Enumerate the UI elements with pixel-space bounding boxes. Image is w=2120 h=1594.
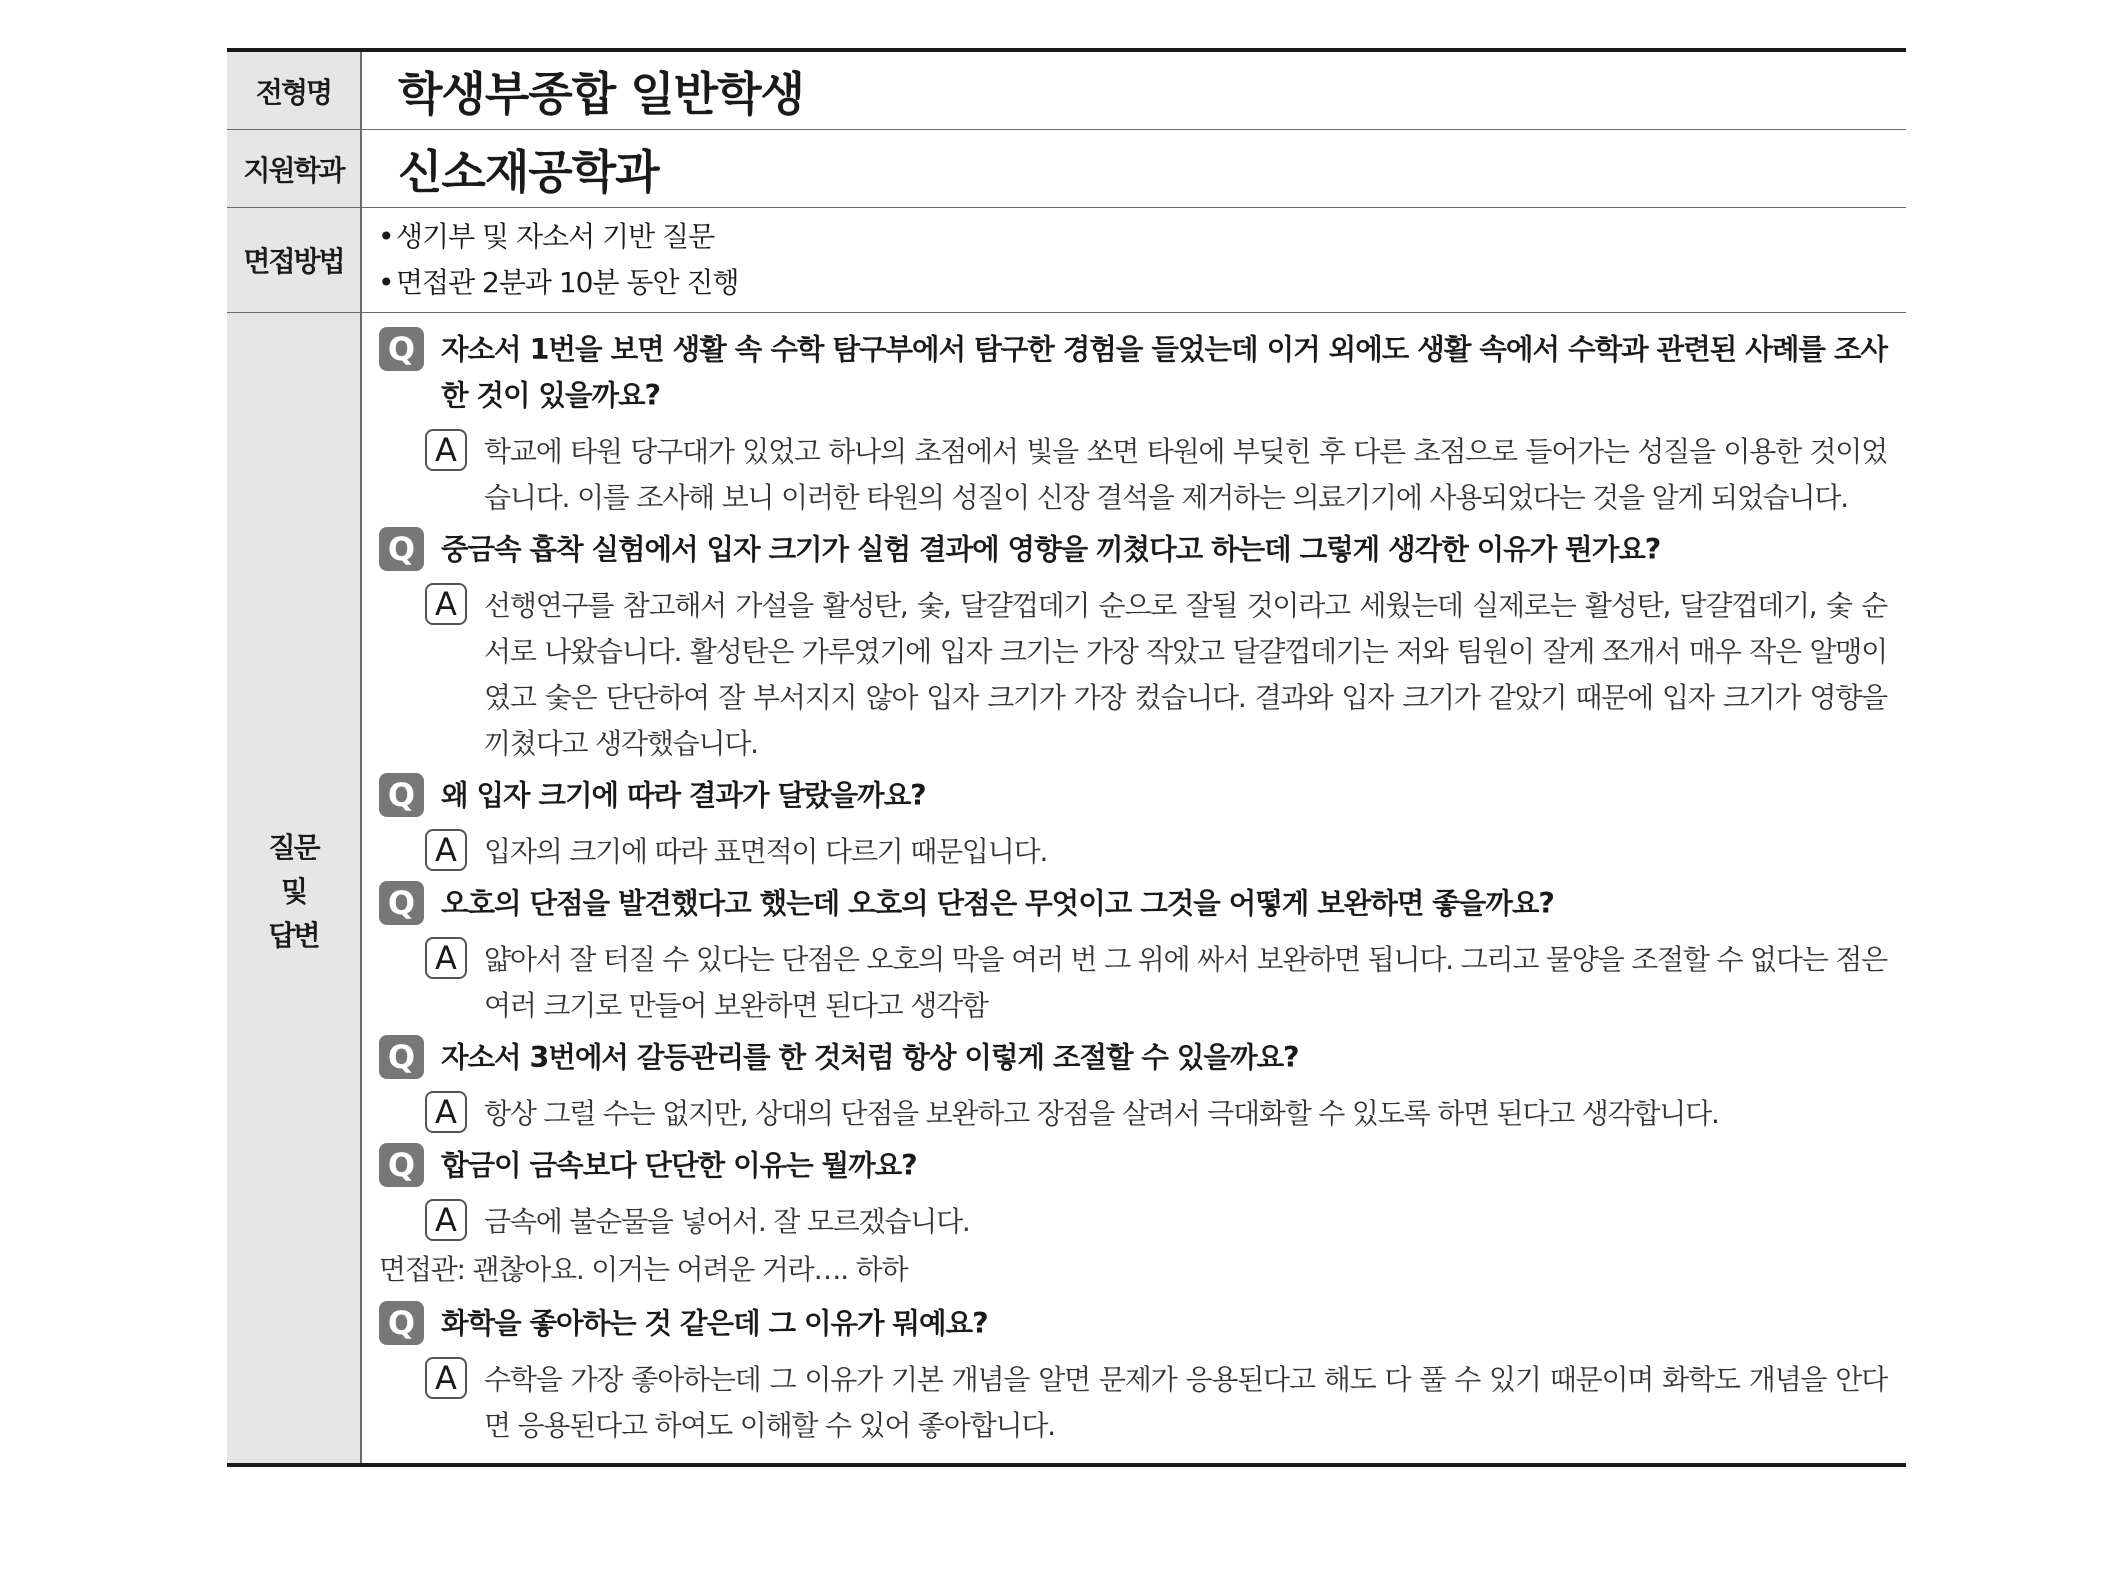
interview-table [227, 48, 1906, 1467]
question-badge-icon: Q [379, 773, 424, 817]
answer-badge-icon: A [425, 937, 467, 979]
interviewer-comment: 면접관: 괜찮아요. 이거는 어려운 거라…. 하하 [379, 1253, 908, 1286]
qa-block [379, 773, 1887, 875]
question [379, 773, 1887, 819]
answer-badge-icon: A [425, 429, 467, 471]
answer [425, 583, 1887, 767]
question-text: 합금이 금속보다 단단한 이유는 뭘까요? [441, 1149, 917, 1182]
answer-text: 학교에 타원 당구대가 있었고 하나의 초점에서 빛을 쏘면 타원에 부딪힌 후 다른 초점으로 들어가는 성질을 이용한 것이었습니다. 이를 조사해 보니 이러한 타원의 성질이 신장 결석을 제거하는 의료기기에 사용되었다는 것을 알게 되었습니다. [484, 435, 1887, 514]
question [379, 1143, 1887, 1189]
answer [425, 429, 1887, 521]
admission-type-label: 전형명 [227, 50, 361, 130]
question-text: 화학을 좋아하는 것 같은데 그 이유가 뭐예요? [441, 1307, 988, 1340]
question [379, 1301, 1887, 1347]
qa-content [361, 313, 1906, 1466]
qa-row [227, 313, 1906, 1466]
question-badge-icon: Q [379, 527, 424, 571]
bullet-icon: • [378, 266, 394, 299]
answer-text: 금속에 불순물을 넣어서. 잘 모르겠습니다. [484, 1205, 970, 1238]
qa-block [379, 1301, 1887, 1449]
answer [425, 1091, 1887, 1137]
interview-method-list [361, 208, 1906, 313]
question-text: 중금속 흡착 실험에서 입자 크기가 실험 결과에 영향을 끼쳤다고 하는데 그렇게 생각한 이유가 뭔가요? [441, 533, 1661, 566]
department-value: 신소재공학과 [361, 130, 1906, 208]
question-badge-icon: Q [379, 881, 424, 925]
question-text: 오호의 단점을 발견했다고 했는데 오호의 단점은 무엇이고 그것을 어떻게 보완하면 좋을까요? [441, 887, 1554, 920]
answer-text: 선행연구를 참고해서 가설을 활성탄, 숯, 달걀껍데기 순으로 잘될 것이라고 세웠는데 실제로는 활성탄, 달걀껍데기, 숯 순서로 나왔습니다. 활성탄은 가루였기에 입자 크기는 가장 작았고 달걀껍데기는 저와 팀원이 잘게 쪼개서 매우 작은 알맹이였고 숯은 단단하여 잘 부서지지 않아 입자 크기가 가장 컸습니다. 결과와 입자 크기가 같았기 때문에 입자 크기가 영향을 끼쳤다고 생각했습니다. [484, 589, 1887, 760]
answer-text: 얇아서 잘 터질 수 있다는 단점은 오호의 막을 여러 번 그 위에 싸서 보완하면 됩니다. 그리고 물양을 조절할 수 없다는 점은 여러 크기로 만들어 보완하면 된다고 생각함 [484, 943, 1887, 1022]
bullet-icon: • [378, 220, 394, 253]
question-text: 자소서 1번을 보면 생활 속 수학 탐구부에서 탐구한 경험을 들었는데 이거 외에도 생활 속에서 수학과 관련된 사례를 조사한 것이 있을까요? [441, 333, 1887, 412]
question-badge-icon: Q [379, 1035, 424, 1079]
answer-text: 항상 그럴 수는 없지만, 상대의 단점을 보완하고 장점을 살려서 극대화할 수 있도록 하면 된다고 생각합니다. [484, 1097, 1719, 1130]
admission-type-value: 학생부종합 일반학생 [361, 50, 1906, 130]
question [379, 1035, 1887, 1081]
method-item: •생기부 및 자소서 기반 질문 [378, 214, 1905, 260]
answer [425, 829, 1887, 875]
question-badge-icon: Q [379, 327, 424, 371]
answer [425, 937, 1887, 1029]
method-item: •면접관 2분과 10분 동안 진행 [378, 260, 1905, 306]
question [379, 881, 1887, 927]
department-row [227, 130, 1906, 208]
answer [425, 1199, 1887, 1245]
answer-badge-icon: A [425, 1091, 467, 1133]
qa-block [379, 881, 1887, 1029]
qa-block [379, 327, 1887, 521]
qa-block [379, 1035, 1887, 1137]
answer-badge-icon: A [425, 583, 467, 625]
answer-badge-icon: A [425, 829, 467, 871]
answer-text: 수학을 가장 좋아하는데 그 이유가 기본 개념을 알면 문제가 응용된다고 해도 다 풀 수 있기 때문이며 화학도 개념을 안다면 응용된다고 하여도 이해할 수 있어 좋아합니다. [484, 1363, 1887, 1442]
question-text: 왜 입자 크기에 따라 결과가 달랐을까요? [441, 779, 926, 812]
question [379, 327, 1887, 419]
answer-badge-icon: A [425, 1199, 467, 1241]
answer [425, 1357, 1887, 1449]
admission-type-row [227, 50, 1906, 130]
answer-text: 입자의 크기에 따라 표면적이 다르기 때문입니다. [484, 835, 1048, 868]
question [379, 527, 1887, 573]
question-badge-icon: Q [379, 1301, 424, 1345]
department-label: 지원학과 [227, 130, 361, 208]
qa-block [379, 527, 1887, 767]
interview-method-row [227, 208, 1906, 313]
qa-label: 질문 및 답변 [227, 313, 361, 1466]
interview-sheet [227, 48, 1906, 1467]
question-text: 자소서 3번에서 갈등관리를 한 것처럼 항상 이렇게 조절할 수 있을까요? [441, 1041, 1299, 1074]
qa-block [379, 1143, 1887, 1293]
answer-badge-icon: A [425, 1357, 467, 1399]
question-badge-icon: Q [379, 1143, 424, 1187]
interview-method-label: 면접방법 [227, 208, 361, 313]
